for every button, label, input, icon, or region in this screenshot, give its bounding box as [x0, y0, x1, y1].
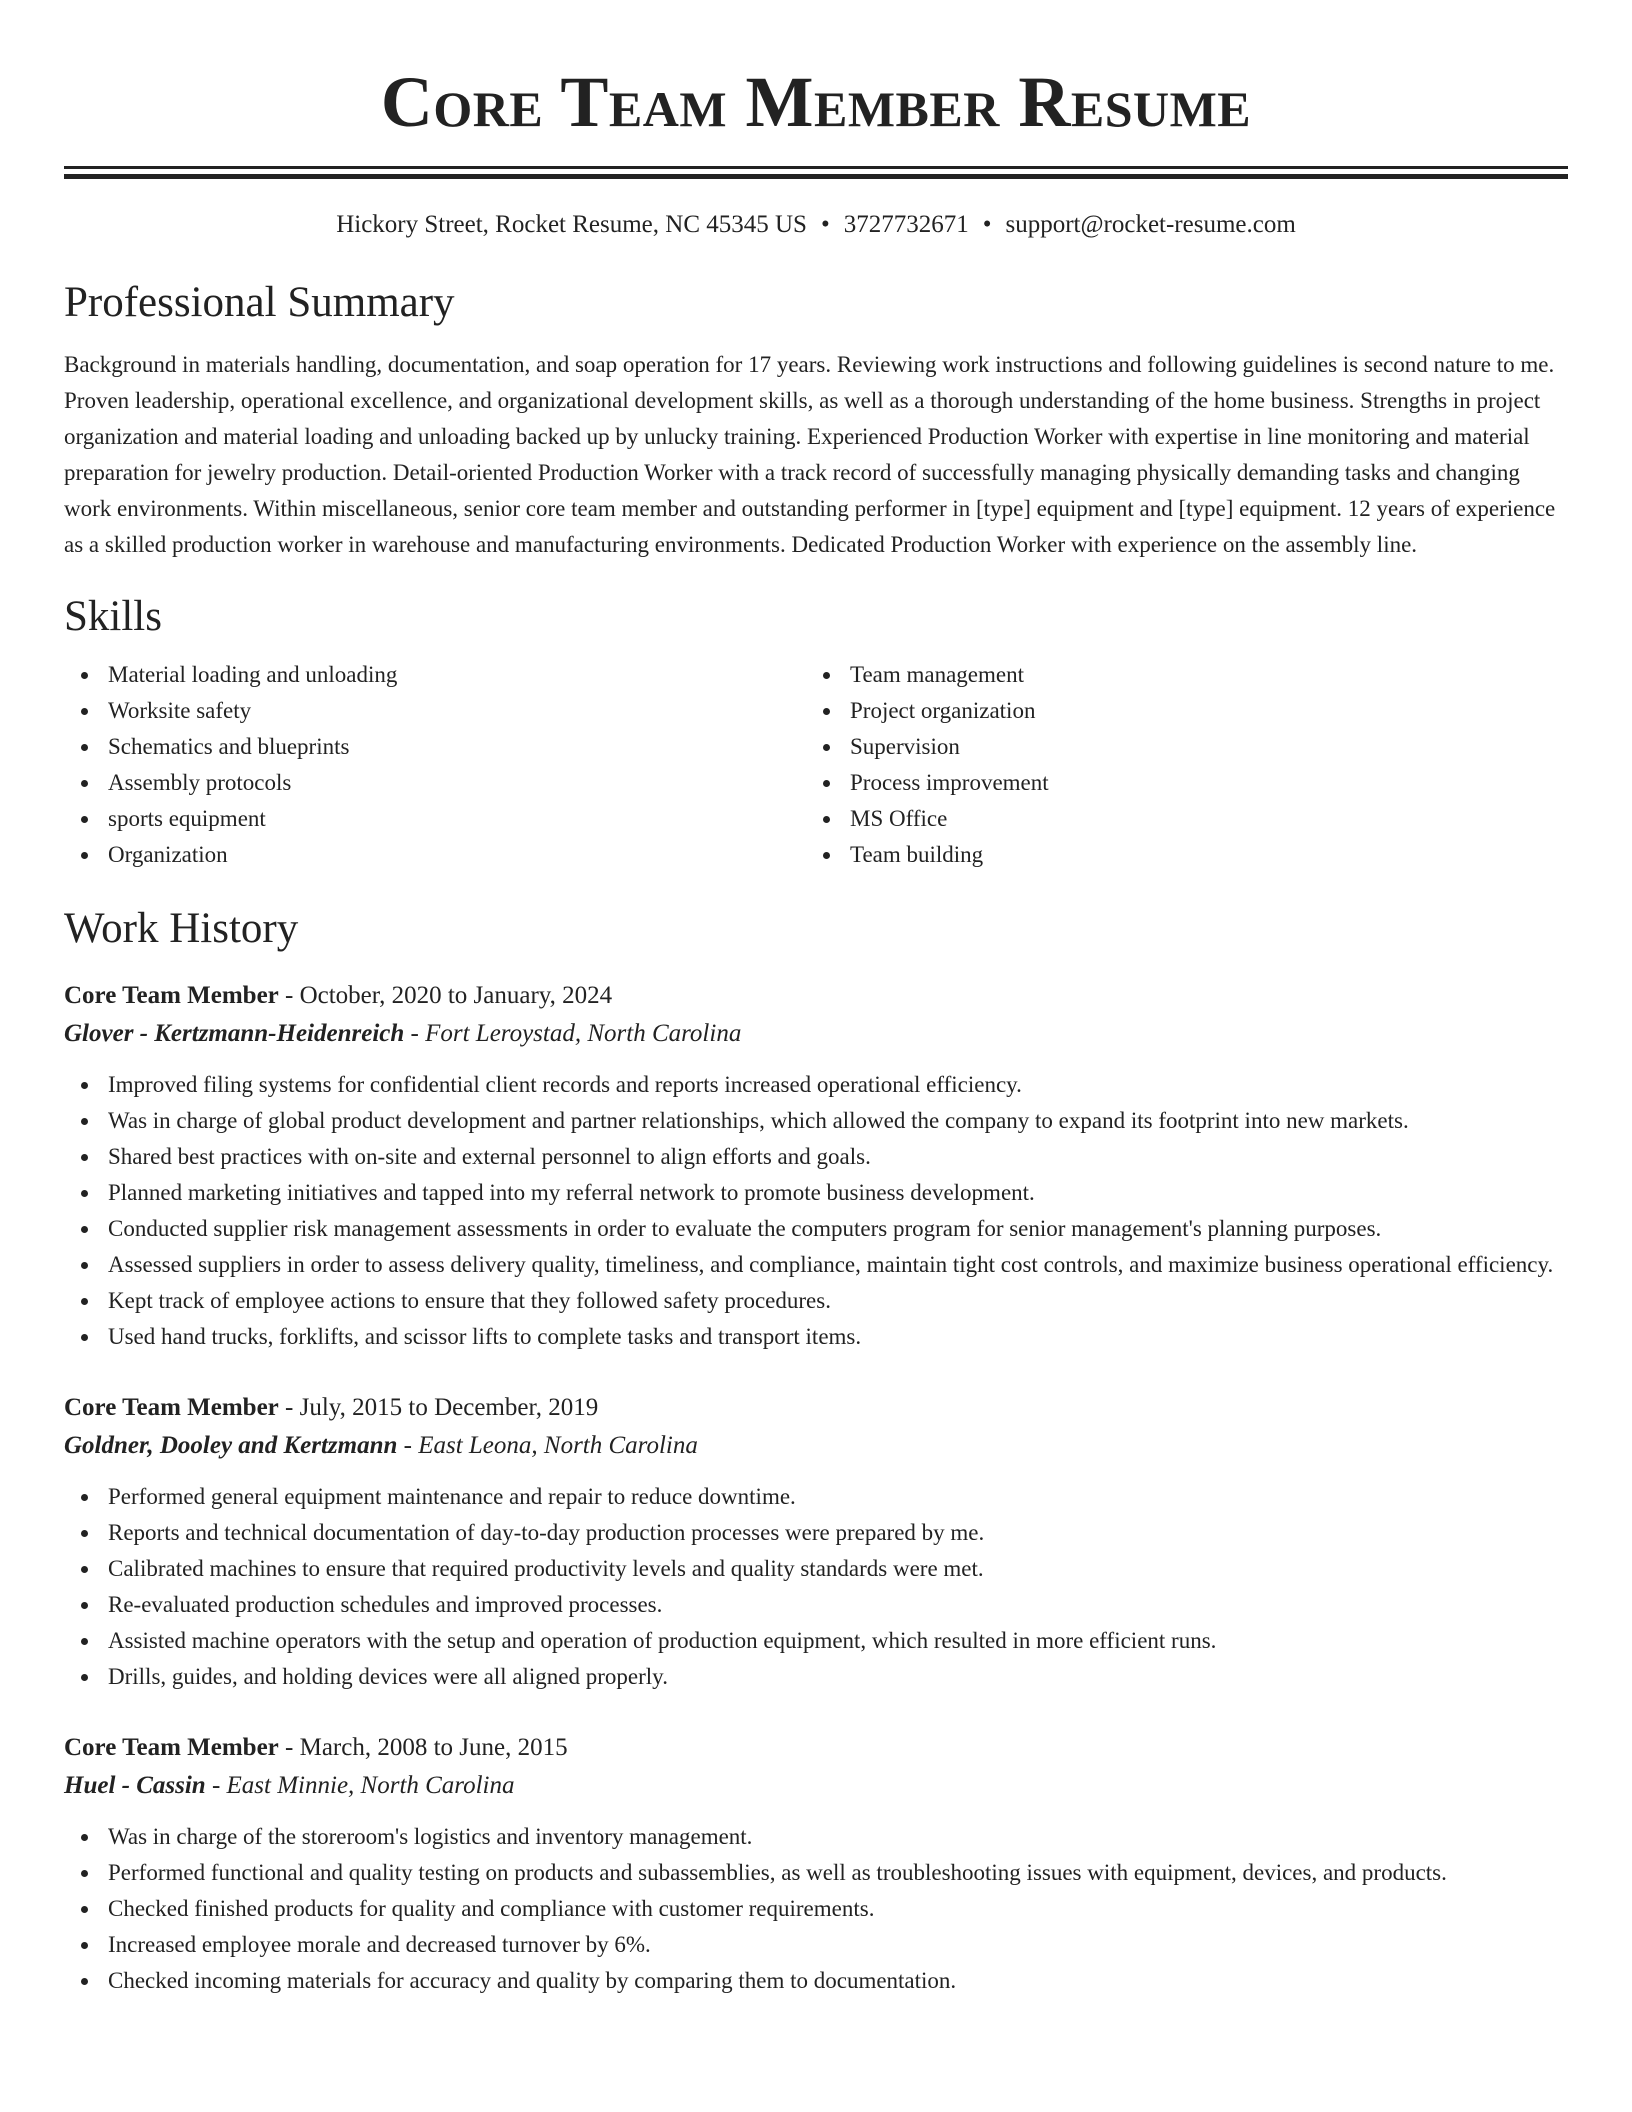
skill-item: Project organization	[806, 693, 1548, 729]
job-title: Core Team Member	[64, 982, 279, 1009]
job-bullet: Used hand trucks, forklifts, and scissor lifts to complete tasks and transport items.	[64, 1319, 1568, 1355]
contact-email: support@rocket-resume.com	[1005, 211, 1296, 238]
contact-address: Hickory Street, Rocket Resume, NC 45345 US	[336, 211, 807, 238]
work-history-heading: Work History	[64, 905, 299, 952]
job-bullet: Re-evaluated production schedules and improved processes.	[64, 1587, 1568, 1623]
job-bullet: Performed functional and quality testing on products and subassemblies, as well as troubleshooting issues with equipment, devices, and products.	[64, 1855, 1568, 1891]
resume-title: Core Team Member Resume	[380, 62, 1252, 142]
contact-line	[64, 209, 1568, 241]
job-entry	[64, 1389, 1568, 1695]
company-name: Huel - Cassin	[64, 1772, 206, 1799]
job-bullet: Assisted machine operators with the setup and operation of production equipment, which resulted in more efficient runs.	[64, 1623, 1568, 1659]
job-bullet: Shared best practices with on-site and external personnel to align efforts and goals.	[64, 1139, 1568, 1175]
job-bullet: Checked finished products for quality and compliance with customer requirements.	[64, 1891, 1568, 1927]
job-title-line	[64, 1389, 1568, 1427]
summary-text: Background in materials handling, documentation, and soap operation for 17 years. Reviewing work instructions and following guidelines is second nature to me. Proven leadership, operational excellence, and organizational development skills, as well as a thorough understanding of the home business. Strengths in project organization and material loading and unloading backed up by unlucky training. Experienced Production Worker with expertise in line monitoring and material preparation for jewelry production. Detail-oriented Production Worker with a track record of successfully managing physically demanding tasks and changing work environments. Within miscellaneous, senior core team member and outstanding performer in [type] equipment and [type] equipment. 12 years of experience as a skilled production worker in warehouse and manufacturing environments. Dedicated Production Worker with experience on the assembly line.	[64, 352, 1556, 557]
job-entry	[64, 1729, 1568, 1999]
job-bullet: Performed general equipment maintenance and repair to reduce downtime.	[64, 1479, 1568, 1515]
job-bullets	[64, 1479, 1568, 1695]
job-bullet: Drills, guides, and holding devices were all aligned properly.	[64, 1659, 1568, 1695]
skills-heading: Skills	[64, 593, 162, 640]
job-title-line	[64, 1729, 1568, 1767]
skill-item: Worksite safety	[64, 693, 806, 729]
job-bullets	[64, 1819, 1568, 1999]
company-line	[64, 1427, 1568, 1465]
contact-separator: •	[982, 211, 992, 238]
job-dates: - July, 2015 to December, 2019	[278, 1394, 599, 1421]
company-name: Goldner, Dooley and Kertzmann	[64, 1432, 398, 1459]
company-location: - East Minnie, North Carolina	[205, 1772, 515, 1799]
title-rule-bottom	[64, 174, 1568, 179]
skill-item: Material loading and unloading	[64, 657, 806, 693]
job-bullet: Checked incoming materials for accuracy and quality by comparing them to documentation.	[64, 1963, 1568, 1999]
job-bullet: Kept track of employee actions to ensure that they followed safety procedures.	[64, 1283, 1568, 1319]
company-name: Glover - Kertzmann-Heidenreich	[64, 1020, 405, 1047]
company-location: - Fort Leroystad, North Carolina	[404, 1020, 742, 1047]
skills-list	[64, 657, 1568, 873]
job-bullet: Improved filing systems for confidential client records and reports increased operational efficiency.	[64, 1067, 1568, 1103]
skill-item: Team building	[806, 837, 1548, 873]
job-dates: - March, 2008 to June, 2015	[278, 1734, 568, 1761]
skill-item: Schematics and blueprints	[64, 729, 806, 765]
job-dates: - October, 2020 to January, 2024	[278, 982, 613, 1009]
skill-item: sports equipment	[64, 801, 806, 837]
skill-item: Supervision	[806, 729, 1548, 765]
job-bullet: Was in charge of the storeroom's logistics and inventory management.	[64, 1819, 1568, 1855]
job-title-line	[64, 977, 1568, 1015]
job-bullet: Assessed suppliers in order to assess delivery quality, timeliness, and compliance, maintain tight cost controls, and maximize business operational efficiency.	[64, 1247, 1568, 1283]
skills-column-left	[64, 657, 806, 873]
skill-item: Process improvement	[806, 765, 1548, 801]
skills-column-right	[806, 657, 1548, 873]
skill-item: Assembly protocols	[64, 765, 806, 801]
job-bullet: Calibrated machines to ensure that required productivity levels and quality standards were met.	[64, 1551, 1568, 1587]
job-entry	[64, 977, 1568, 1355]
skill-item: Organization	[64, 837, 806, 873]
skill-item: Team management	[806, 657, 1548, 693]
resume-page	[64, 0, 1568, 1999]
job-bullet: Was in charge of global product development and partner relationships, which allowed the company to expand its footprint into new markets.	[64, 1103, 1568, 1139]
job-bullet: Reports and technical documentation of day-to-day production processes were prepared by me.	[64, 1515, 1568, 1551]
job-bullet: Planned marketing initiatives and tapped into my referral network to promote business development.	[64, 1175, 1568, 1211]
job-title: Core Team Member	[64, 1394, 279, 1421]
company-line	[64, 1767, 1568, 1805]
contact-phone: 3727732671	[843, 211, 969, 238]
summary-heading: Professional Summary	[64, 279, 455, 326]
company-line	[64, 1015, 1568, 1053]
job-title: Core Team Member	[64, 1734, 279, 1761]
title-rule-top	[64, 166, 1568, 169]
contact-separator: •	[820, 211, 830, 238]
job-bullets	[64, 1067, 1568, 1355]
company-location: - East Leona, North Carolina	[397, 1432, 698, 1459]
job-bullet: Conducted supplier risk management assessments in order to evaluate the computers program for senior management's planning purposes.	[64, 1211, 1568, 1247]
job-bullet: Increased employee morale and decreased turnover by 6%.	[64, 1927, 1568, 1963]
skill-item: MS Office	[806, 801, 1548, 837]
